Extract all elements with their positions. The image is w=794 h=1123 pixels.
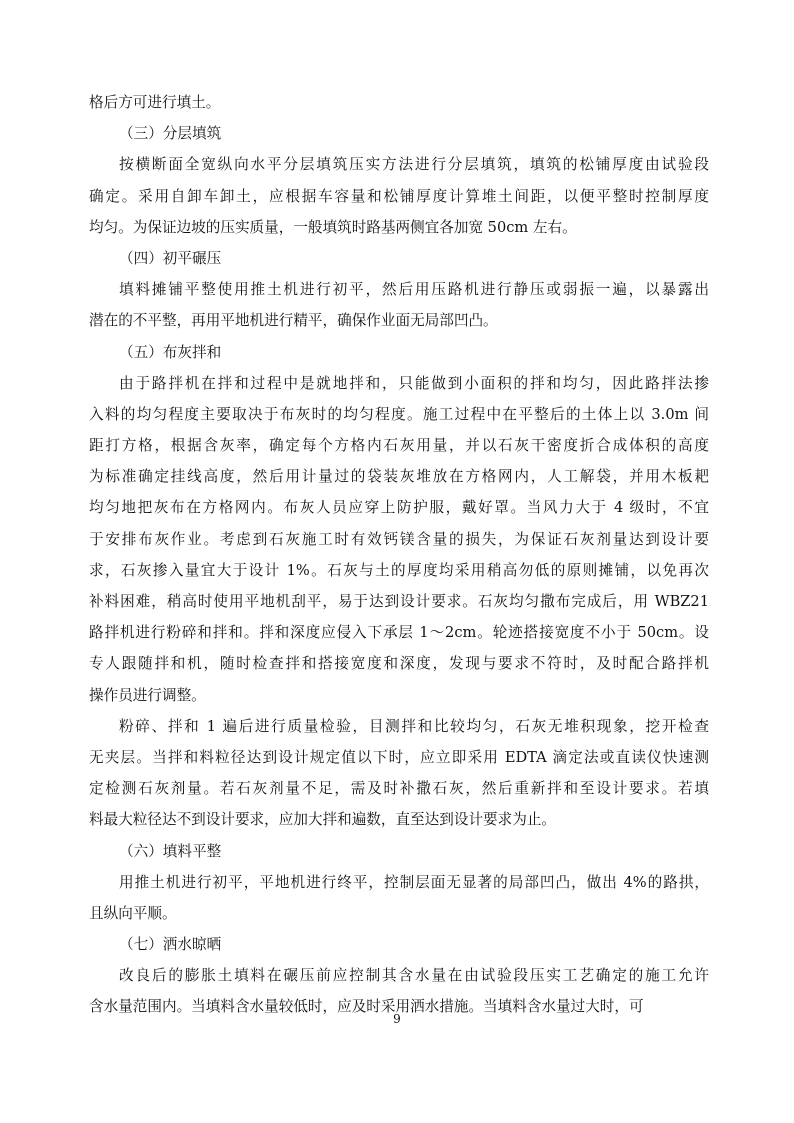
- paragraph-line: 无夹层。当拌和料粒径达到设计规定值以下时，应立即采用 EDTA 滴定法或直读仪快速测: [89, 748, 709, 766]
- paragraph-line: 求，石灰掺入量宜大于设计 1%。石灰与土的厚度均采用稍高勿低的原则摊铺，以免再次: [89, 561, 709, 579]
- page-number: 9: [393, 1012, 401, 1026]
- paragraph-line: 均匀地把灰布在方格网内。布灰人员应穿上防护服，戴好罩。当风力大于 4 级时，不宜: [89, 499, 709, 517]
- paragraph-line: 距打方格，根据含灰率，确定每个方格内石灰用量，并以石灰干密度折合成体积的高度: [89, 437, 709, 455]
- paragraph-line: 专人跟随拌和机，随时检查拌和搭接宽度和深度，发现与要求不符时，及时配合路拌机: [89, 655, 709, 673]
- paragraph-line: 按横断面全宽纵向水平分层填筑压实方法进行分层填筑，填筑的松铺厚度由试验段: [119, 156, 709, 174]
- paragraph-line: 于安排布灰作业。考虑到石灰施工时有效钙镁含量的损失，为保证石灰剂量达到设计要: [89, 530, 709, 548]
- document-body: [89, 87, 709, 1023]
- paragraph-line: 含水量范围内。当填料含水量较低时，应及时采用洒水措施。当填料含水量过大时，可: [89, 998, 644, 1016]
- paragraph-line: 路拌机进行粉碎和拌和。拌和深度应侵入下承层 1～2cm。轮迹搭接宽度不小于 50cm。设: [89, 624, 709, 642]
- paragraph-line: 潜在的不平整，再用平地机进行精平，确保作业面无局部凹凸。: [89, 312, 498, 330]
- paragraph-line: 料最大粒径达不到设计要求，应加大拌和遍数，直至达到设计要求为止。: [89, 811, 557, 829]
- paragraph-line: 由于路拌机在拌和过程中是就地拌和，只能做到小面积的拌和均匀，因此路拌法掺: [119, 374, 709, 392]
- section-heading: （三）分层填筑: [119, 125, 222, 143]
- paragraph-line: 入料的均匀程度主要取决于布灰时的均匀程度。施工过程中在平整后的土体上以 3.0m 间: [89, 405, 709, 423]
- paragraph-line: 粉碎、拌和 1 遍后进行质量检验，目测拌和比较均匀，石灰无堆积现象，挖开检查: [119, 717, 709, 735]
- paragraph-line: 且纵向平顺。: [89, 904, 177, 922]
- section-heading: （七）洒水晾晒: [119, 936, 222, 954]
- paragraph-line: 定检测石灰剂量。若石灰剂量不足，需及时补撒石灰，然后重新拌和至设计要求。若填: [89, 780, 709, 798]
- section-heading: （四）初平碾压: [119, 249, 222, 267]
- paragraph-line: 补料困难，稍高时使用平地机刮平，易于达到设计要求。石灰均匀撒布完成后，用 WBZ21: [89, 593, 709, 610]
- paragraph-line: 格后方可进行填土。: [89, 94, 221, 111]
- paragraph-line: 用推土机进行初平，平地机进行终平，控制层面无显著的局部凹凸，做出 4%的路拱，: [119, 873, 709, 891]
- paragraph-line: 改良后的膨胀土填料在碾压前应控制其含水量在由试验段压实工艺确定的施工允许: [119, 967, 709, 985]
- section-heading: （五）布灰拌和: [119, 343, 222, 361]
- paragraph-line: 确定。采用自卸车卸土，应根据车容量和松铺厚度计算堆土间距，以便平整时控制厚度: [89, 187, 709, 205]
- paragraph-line: 为标准确定挂线高度，然后用计量过的袋装灰堆放在方格网内，人工解袋，并用木板耙: [89, 468, 709, 486]
- paragraph-line: 填料摊铺平整使用推土机进行初平，然后用压路机进行静压或弱振一遍，以暴露出: [119, 281, 709, 299]
- paragraph-line: 操作员进行调整。: [89, 686, 206, 704]
- section-heading: （六）填料平整: [119, 842, 222, 860]
- paragraph-line: 均匀。为保证边坡的压实质量，一般填筑时路基两侧宜各加宽 50cm 左右。: [89, 218, 577, 236]
